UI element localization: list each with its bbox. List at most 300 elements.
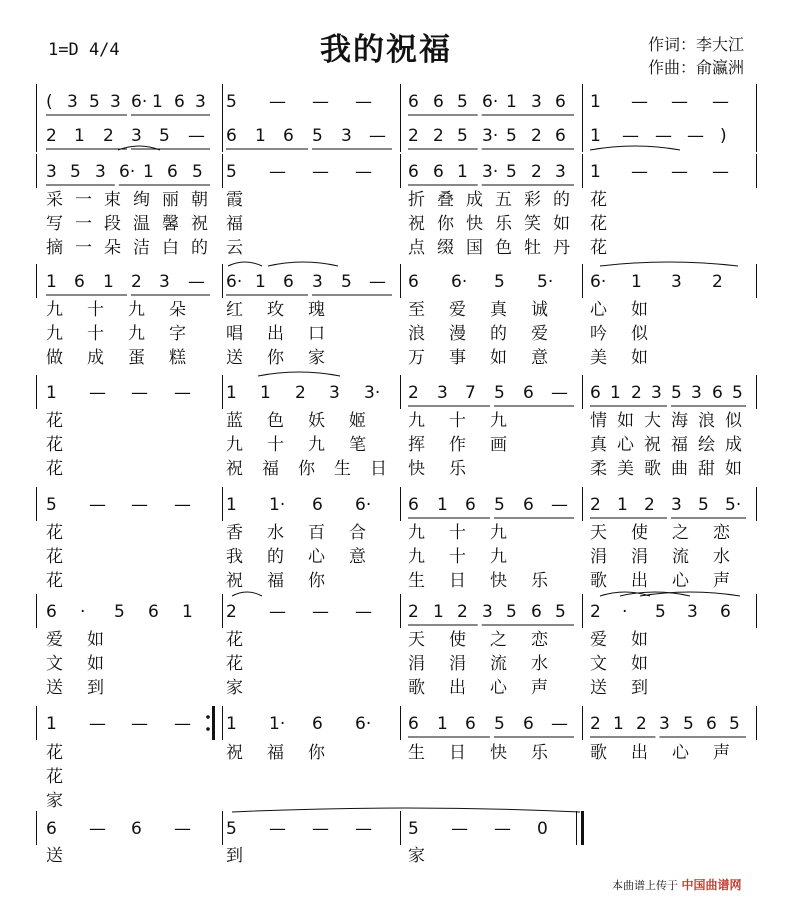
note-token: 1 [590,92,601,112]
note-token: — [355,602,372,622]
note-token: 2 [408,126,419,146]
bar-line [36,594,37,628]
note-token: 2 [590,714,601,734]
bar-line [222,487,223,521]
lyric-text: 爱如 [590,630,672,650]
bar-line [400,375,401,409]
note-token: 6 [555,126,566,146]
note-token: — [687,126,704,146]
note-token: 2 [644,495,655,515]
bar-line [582,375,583,409]
note-token: 6 [46,602,57,622]
bar-line [36,118,37,152]
bar-line [582,594,583,628]
note-token: 5 [226,162,237,182]
note-token: 6 [465,714,476,734]
note-token: 5 [555,602,566,622]
note-token: 2 [590,495,601,515]
lyric-text: 蓝色妖姬 [226,411,390,431]
note-token: 6 [555,92,566,112]
lyric-text: 花 [46,547,63,567]
lyric-text: 祝福你生日 [226,459,406,479]
note-token: 6 [408,714,419,734]
lyric-text: 祝福你 [226,571,349,591]
bar-line [756,706,757,740]
note-token: 5 [114,602,125,622]
note-token: — [269,602,286,622]
lyric-text: 歌出心声 [590,571,754,591]
note-token: — [269,162,286,182]
note-token: 5· [725,495,742,515]
lyric-text: 歌出心声 [590,743,754,763]
note-token: 5 [494,495,505,515]
note-token: 1 [437,714,448,734]
note-token: 6· [226,272,243,292]
note-token: — [551,383,568,403]
note-token: 6 [590,383,601,403]
bar-line [222,811,223,845]
note-token: 1 [590,162,601,182]
note-token: 5 [729,714,740,734]
note-token: 5 [46,495,57,515]
note-token: 5 [89,92,100,112]
note-token: — [712,92,729,112]
lyric-text: 唱出口 [226,324,349,344]
note-token: — [631,92,648,112]
lyric-text: 快乐 [408,459,490,479]
note-token: 3 [671,272,682,292]
note-token: 6 [167,162,178,182]
note-token: · [80,602,86,622]
note-token: 2 [103,126,114,146]
note-token: — [174,495,191,515]
tie-slur [600,592,650,596]
lyric-text: 九十九 [408,547,531,567]
note-token: 3· [364,383,381,403]
lyric-text: 文如 [46,654,128,674]
lyric-text: 祝你快乐笑如 [408,214,582,234]
note-token: 6 [720,602,731,622]
tie-slur [640,592,740,596]
bar-line [400,811,401,845]
bar-line [400,706,401,740]
note-token: — [355,162,372,182]
note-token: 2 [531,126,542,146]
note-token: 3· [482,126,499,146]
note-token: 6 [465,495,476,515]
lyric-text: 花 [46,459,63,479]
lyric-text: 至爱真诚 [408,300,572,320]
note-token: 3 [691,383,702,403]
note-token: 1 [74,126,85,146]
note-token: 6 [148,602,159,622]
lyric-text: 花 [226,630,243,650]
note-token: — [269,819,286,839]
note-token: 3· [482,162,499,182]
lyric-text: 花 [590,190,607,210]
repeat-dot [206,715,210,719]
note-token: 1 [590,126,601,146]
note-token: 3 [312,272,323,292]
note-token: — [174,819,191,839]
note-token: 1 [260,383,271,403]
note-token: 5 [683,714,694,734]
note-token: 6 [523,495,534,515]
lyric-text: 云 [226,238,243,258]
lyric-text: 万事如意 [408,348,572,368]
note-token: 6 [523,714,534,734]
note-token: 5 [70,162,81,182]
note-token: 1 [457,162,468,182]
bar-line [756,84,757,118]
note-token: — [451,819,468,839]
note-token: 1 [46,383,57,403]
note-token: 3 [195,92,206,112]
bar-line [222,84,223,118]
note-token: 5 [192,162,203,182]
lyric-text: 花 [46,767,63,787]
lyric-text: 美如 [590,348,672,368]
note-token: — [131,714,148,734]
note-token: 3 [95,162,106,182]
note-token: — [712,162,729,182]
bar-line [36,375,37,409]
key-signature: 1=D 4/4 [48,40,120,60]
bar-line [582,706,583,740]
lyric-text: 九十九朵 [46,300,210,320]
note-token: 6 [706,714,717,734]
bar-line [582,487,583,521]
note-token: 5 [159,126,170,146]
note-token: ) [720,126,727,146]
composer-credit: 作曲：俞瀛洲 [648,58,745,77]
bar-line [400,264,401,298]
bar-line [222,154,223,188]
note-token: 6 [174,92,185,112]
upload-footer [612,876,742,893]
note-token: 1 [152,92,163,112]
note-token: 2 [46,126,57,146]
lyric-text: 文如 [590,654,672,674]
lyric-text: 家 [408,846,425,866]
note-token: ( [46,92,53,112]
note-token: 3 [131,126,142,146]
note-token: 3 [671,495,682,515]
note-token: 1 [610,383,621,403]
lyricist-credit: 作词：李大江 [648,35,745,54]
bar-line [36,487,37,521]
note-token: — [174,714,191,734]
note-token: — [551,714,568,734]
lyric-text: 采一束绚丽朝 [46,190,220,210]
lyric-text: 花 [46,435,63,455]
note-token: 5 [671,383,682,403]
lyric-text: 爱如 [46,630,128,650]
note-token: 1 [226,495,237,515]
tie-slur [232,592,262,596]
note-token: 6· [119,162,136,182]
note-token: 1 [506,92,517,112]
lyric-text: 花 [46,743,63,763]
lyric-text: 九十九字 [46,324,210,344]
tie-slur [258,372,340,376]
note-token: 5 [494,272,505,292]
lyric-text: 柔美歌曲甜如 [590,459,752,479]
repeat-dot [206,727,210,731]
note-token: 5 [655,602,666,622]
lyric-text: 花 [46,571,63,591]
note-token: — [312,602,329,622]
note-token: — [312,162,329,182]
bar-line [222,594,223,628]
note-token: 6 [712,383,723,403]
note-token: 2 [408,602,419,622]
lyric-text: 吟似 [590,324,672,344]
tie-slur [232,808,580,812]
note-token: 6 [408,272,419,292]
note-token: 1 [46,272,57,292]
note-token: 2 [131,272,142,292]
note-token: — [131,495,148,515]
note-token: 1 [143,162,154,182]
note-token: — [494,819,511,839]
note-token: 2 [457,602,468,622]
note-token: 6 [408,162,419,182]
note-token: 3 [159,272,170,292]
tie-slur [620,592,690,596]
lyric-text: 折叠成五彩的 [408,190,582,210]
lyric-text: 涓涓流水 [590,547,754,567]
bar-line [582,264,583,298]
note-token: 3 [482,602,493,622]
lyric-text: 花 [226,654,243,674]
note-token: 2 [590,602,601,622]
bar-line [36,811,37,845]
bar-line [756,594,757,628]
note-token: 3 [531,92,542,112]
note-token: 1 [255,272,266,292]
note-token: — [89,714,106,734]
note-token: — [188,272,205,292]
note-token: 3 [110,92,121,112]
bar-line [400,84,401,118]
note-token: — [369,126,386,146]
note-token: 5· [537,272,554,292]
note-token: 0 [537,819,548,839]
note-token: 6 [283,126,294,146]
lyric-text: 花 [46,411,63,431]
lyric-text: 九十九笔 [226,435,390,455]
note-token: 1 [226,714,237,734]
note-token: 3 [329,383,340,403]
note-token: 5 [732,383,743,403]
note-token: 2 [636,714,647,734]
bar-line [36,264,37,298]
note-token: 5 [457,92,468,112]
note-token: — [89,495,106,515]
note-token: — [312,819,329,839]
note-token: 5 [312,126,323,146]
note-token: 5 [494,383,505,403]
note-token: 2 [531,162,542,182]
lyric-text: 送到 [46,678,128,698]
note-token: 2 [712,272,723,292]
note-token: — [551,495,568,515]
note-token: — [269,92,286,112]
bar-line [36,84,37,118]
note-token: — [622,126,639,146]
bar-line [222,118,223,152]
note-token: 7 [465,383,476,403]
bar-line [222,706,223,740]
note-token: 5 [226,819,237,839]
lyric-text: 天使之恋 [590,523,754,543]
note-token: — [355,92,372,112]
lyric-text: 福 [226,214,243,234]
note-token: 1 [46,714,57,734]
note-token: 6 [312,495,323,515]
lyric-text: 九十九 [408,411,531,431]
note-token: — [655,126,672,146]
tie-slur [268,262,338,266]
note-token: 6 [312,714,323,734]
tie-slur [118,146,160,150]
note-token: 1 [433,602,444,622]
note-token: 6 [433,92,444,112]
lyric-text: 歌出心声 [408,678,572,698]
note-token: — [312,92,329,112]
bar-line [756,375,757,409]
note-token: 5 [341,272,352,292]
note-token: 3 [46,162,57,182]
lyric-text: 涓涓流水 [408,654,572,674]
note-token: 1 [255,126,266,146]
note-token: 1 [226,383,237,403]
lyric-text: 天使之恋 [408,630,572,650]
note-token: — [631,162,648,182]
bar-line [400,118,401,152]
note-token: 6· [482,92,499,112]
note-token: — [671,162,688,182]
lyric-text: 挥作画 [408,435,531,455]
note-token: — [188,126,205,146]
bar-line [400,487,401,521]
final-bar-line [581,811,584,845]
note-token: 2 [631,383,642,403]
note-token: 5 [506,126,517,146]
note-token: 3 [555,162,566,182]
lyric-text: 家 [46,791,63,811]
bar-line [756,154,757,188]
note-token: — [174,383,191,403]
lyric-text: 红玫瑰 [226,300,349,320]
note-token: 6 [226,126,237,146]
lyric-text: 到 [226,846,243,866]
note-token: 6 [46,819,57,839]
upload-note: 本曲谱上传于 [612,879,678,892]
bar-line [400,594,401,628]
lyric-text: 我的心意 [226,547,390,567]
note-token: 6· [590,272,607,292]
lyric-text: 心如 [590,300,672,320]
lyric-text: 摘一朵洁白的 [46,238,220,258]
note-token: 1 [631,272,642,292]
note-token: 5 [494,714,505,734]
note-token: — [89,819,106,839]
lyric-text: 送你家 [226,348,349,368]
bar-line [400,154,401,188]
note-token: 6 [408,495,419,515]
bar-line [36,706,37,740]
note-token: 6 [433,162,444,182]
bar-line [756,118,757,152]
note-token: 5 [698,495,709,515]
note-token: — [89,383,106,403]
note-token: 6 [523,383,534,403]
note-token: 3 [687,602,698,622]
lyric-text: 生日快乐 [408,743,572,763]
bar-line [582,84,583,118]
lyric-text: 家 [226,678,243,698]
note-token: 2 [433,126,444,146]
note-token: 1 [613,714,624,734]
lyric-text: 真心祝福绘成 [590,435,752,455]
song-title: 我的祝福 [320,32,452,68]
note-token: 1 [437,495,448,515]
note-token: 1· [269,714,286,734]
bar-line [576,811,577,845]
note-token: 6 [531,602,542,622]
lyric-text: 霞 [226,190,243,210]
lyric-text: 做成蛋糕 [46,348,210,368]
note-token: 5 [408,819,419,839]
note-token: — [131,383,148,403]
note-token: 3 [437,383,448,403]
note-token: — [671,92,688,112]
note-token: 3 [659,714,670,734]
note-token: 2 [226,602,237,622]
note-token: 3 [651,383,662,403]
tie-slur [600,262,738,266]
note-token: 3 [341,126,352,146]
note-token: 6· [451,272,468,292]
bar-line [756,264,757,298]
note-token: 5 [506,602,517,622]
tie-slur [228,262,262,266]
repeat-bar-line [212,706,215,740]
note-token: 5 [457,126,468,146]
lyric-text: 花 [590,214,607,234]
site-logo: 中国曲谱网 [681,878,742,892]
bar-line [582,154,583,188]
lyric-text: 花 [46,523,63,543]
bar-line [36,154,37,188]
lyric-text: 生日快乐 [408,571,572,591]
note-token: 6 [131,819,142,839]
lyric-text: 送 [46,846,63,866]
bar-line [222,264,223,298]
bar-line [222,375,223,409]
note-token: 5 [226,92,237,112]
note-token: 1· [269,495,286,515]
note-token: 3 [67,92,78,112]
note-token: 6 [283,272,294,292]
lyric-text: 情如大海浪似 [590,411,752,431]
note-token: — [355,819,372,839]
bar-line [582,118,583,152]
note-token: 6 [408,92,419,112]
note-token: · [622,602,628,622]
